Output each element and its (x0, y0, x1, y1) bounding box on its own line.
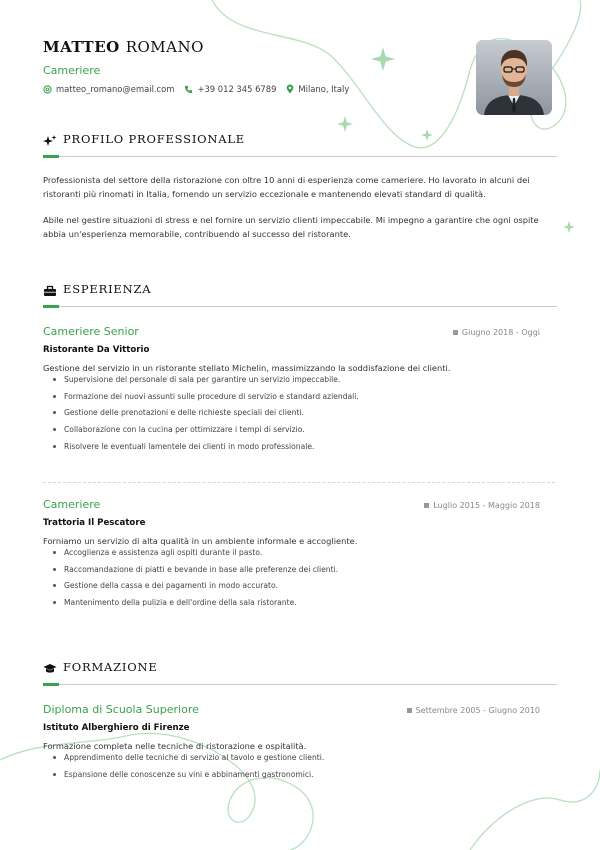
entry-dates-text: Luglio 2015 - Maggio 2018 (433, 501, 540, 510)
bullet-item: Supervisione del personale di sala per garantire un servizio impeccabile. (53, 374, 359, 391)
bullet-item: Collaborazione con la cucina per ottimizzare i tempi di servizio. (53, 424, 359, 441)
bullet-item: Raccomandazione di piatti e bevande in base alle preferenze dei clienti. (53, 564, 338, 581)
section-accent-bar (43, 683, 59, 686)
last-name: ROMANO (125, 38, 204, 56)
calendar-icon (453, 330, 458, 335)
phone-icon (184, 85, 193, 94)
entry-divider (43, 482, 555, 483)
entry-role: Cameriere Senior (43, 325, 139, 338)
entry-role: Cameriere (43, 498, 101, 511)
candidate-name (43, 38, 204, 56)
section-title: PROFILO PROFESSIONALE (63, 132, 245, 146)
entry-role: Diploma di Scuola Superiore (43, 703, 199, 716)
profile-photo (476, 40, 552, 115)
entry-description: Formazione completa nelle tecniche di ristorazione e ospitalità. (43, 741, 307, 751)
section-education-header (43, 660, 557, 690)
entry-description: Gestione del servizio in un ristorante stellato Michelin, massimizzando la soddisfazione dei clienti. (43, 363, 451, 373)
first-name: MATTEO (43, 38, 120, 56)
profile-paragraph-2: Abile nel gestire situazioni di stress e nel fornire un servizio clienti impeccabile. Mi impegno a garantire che ogni ospite abbia un'esperienza memorabile, contribuendo al successo del ristorante. (43, 215, 539, 239)
entry-description: Forniamo un servizio di alta qualità in un ambiente informale e accogliente. (43, 536, 358, 546)
entry-bullets (53, 374, 359, 457)
job-title: Cameriere (43, 64, 101, 77)
section-title: ESPERIENZA (63, 282, 152, 296)
briefcase-icon (43, 285, 57, 297)
entry-organization: Trattoria Il Pescatore (43, 518, 146, 528)
calendar-icon (407, 708, 412, 713)
entry-organization: Istituto Alberghiero di Firenze (43, 723, 190, 733)
sparkle-icon-4 (563, 221, 575, 233)
entry-dates-text: Settembre 2005 - Giugno 2010 (415, 706, 540, 715)
phone-text: +39 012 345 6789 (197, 84, 277, 94)
section-divider (43, 306, 557, 307)
section-experience-header (43, 282, 557, 312)
section-divider (43, 156, 557, 157)
bullet-item: Risolvere le eventuali lamentele dei clienti in modo professionale. (53, 441, 359, 458)
contact-info (43, 84, 349, 94)
bullet-item: Formazione dei nuovi assunti sulle procedure di servizio e standard aziendali. (53, 391, 359, 408)
location-text: Milano, Italy (298, 84, 350, 94)
section-accent-bar (43, 155, 59, 158)
at-icon (43, 85, 52, 94)
bullet-item: Espansione delle conoscenze su vini e abbinamenti gastronomici. (53, 769, 324, 786)
entry-dates-text: Giugno 2018 - Oggi (461, 328, 540, 337)
section-profile-header (43, 132, 557, 162)
sparkle-icon-2 (337, 116, 353, 132)
map-pin-icon (286, 84, 294, 94)
calendar-icon (424, 503, 429, 508)
bullet-item: Apprendimento delle tecniche di servizio al tavolo e gestione clienti. (53, 752, 324, 769)
entry-bullets (53, 547, 338, 614)
entry-dates (453, 328, 540, 337)
email-text: matteo_romano@email.com (56, 84, 175, 94)
sparkle-icon-1 (371, 47, 395, 71)
bullet-item: Gestione delle prenotazioni e delle richieste speciali dei clienti. (53, 407, 359, 424)
entry-dates (407, 706, 540, 715)
decor-curve-bottom-right (470, 770, 600, 850)
sparkle-icon (43, 135, 57, 147)
entry-bullets (53, 752, 324, 785)
section-accent-bar (43, 305, 59, 308)
contact-phone[interactable] (184, 84, 276, 94)
entry-dates (424, 501, 540, 510)
section-title: FORMAZIONE (63, 660, 158, 674)
contact-location (286, 84, 349, 94)
contact-email[interactable] (43, 84, 174, 94)
bullet-item: Accoglienza e assistenza agli ospiti durante il pasto. (53, 547, 338, 564)
entry-organization: Ristorante Da Vittorio (43, 345, 150, 355)
bullet-item: Gestione della cassa e dei pagamenti in modo accurato. (53, 580, 338, 597)
graduation-cap-icon (43, 663, 57, 675)
section-divider (43, 684, 557, 685)
bullet-item: Mantenimento della pulizia e dell'ordine della sala ristorante. (53, 597, 338, 614)
profile-paragraph-1: Professionista del settore della ristorazione con oltre 10 anni di esperienza come cameriere. Ho lavorato in alcuni dei ristoranti più rinomati in Italia, fornendo un servizio eccezionale e mantenendo elevati standard di qualità. (43, 175, 530, 199)
